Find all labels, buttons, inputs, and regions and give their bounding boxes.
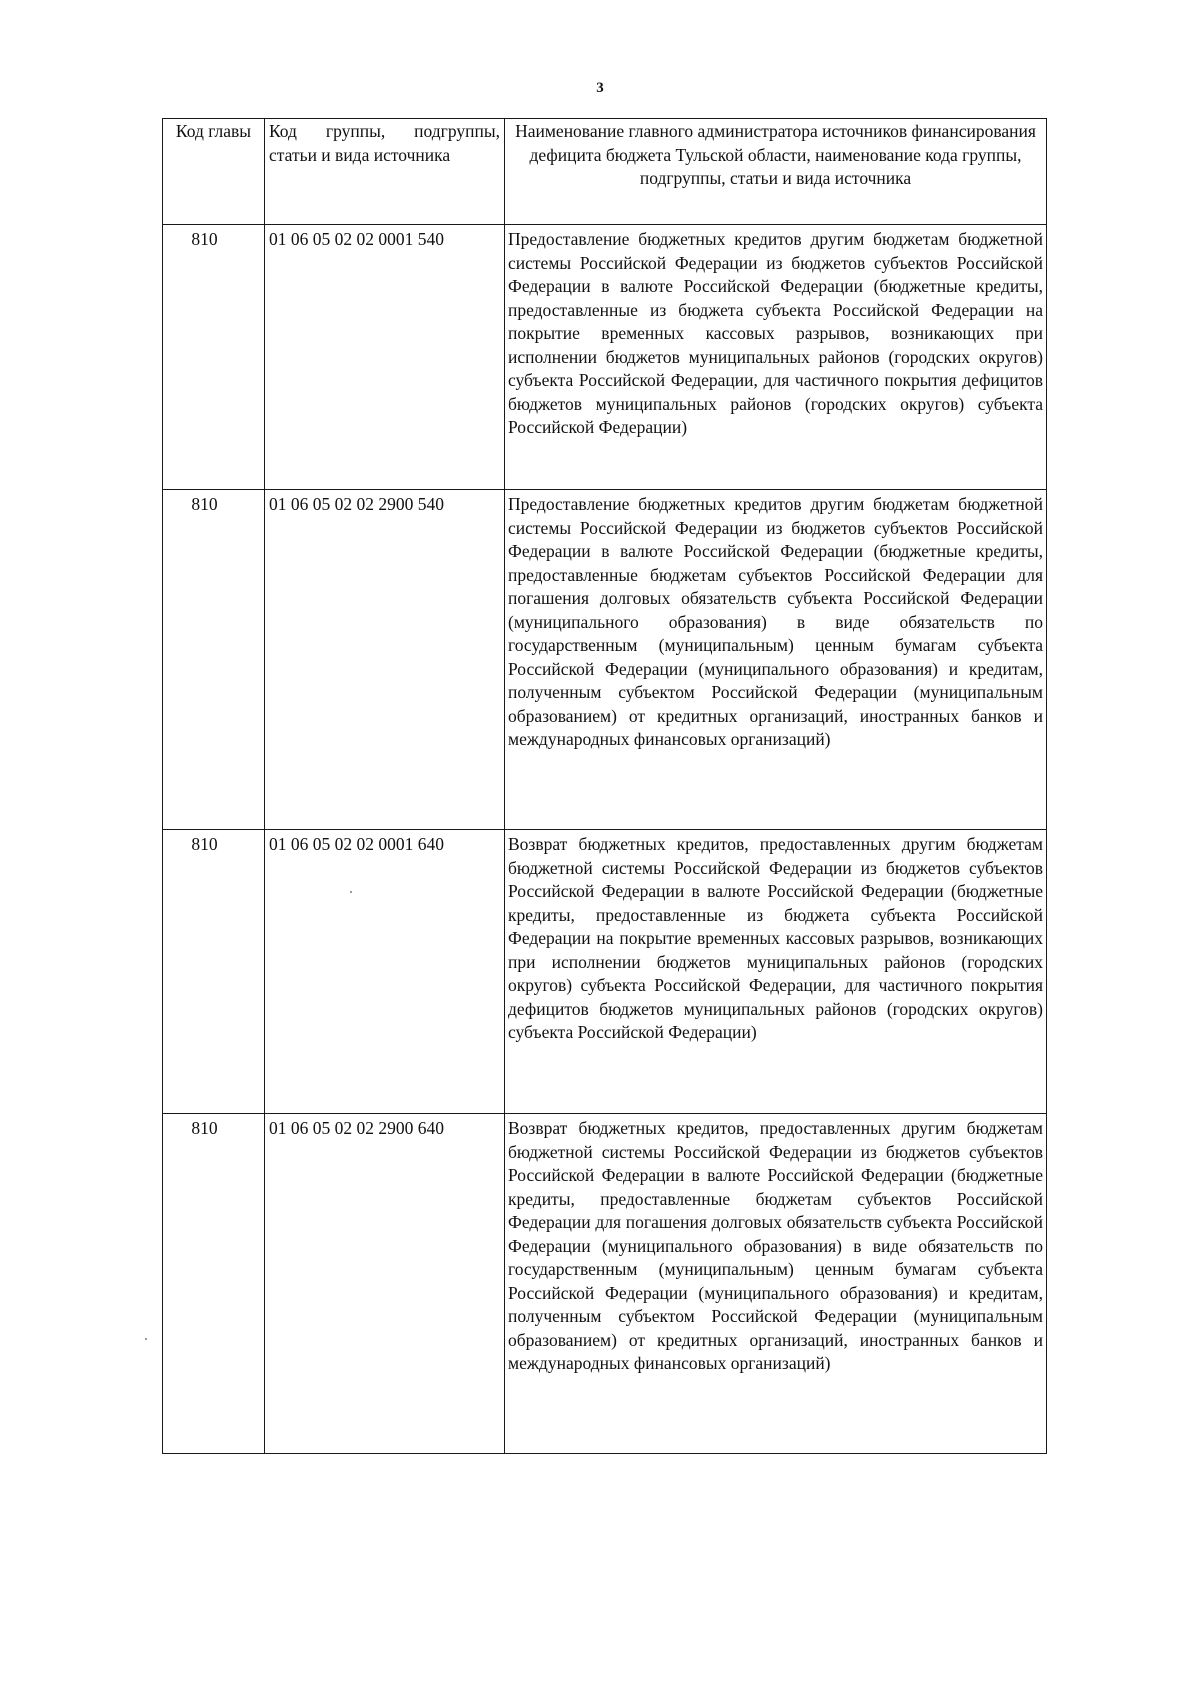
- page-number: 3: [596, 80, 604, 96]
- scan-speck: [350, 891, 352, 893]
- source-name-cell: Предоставление бюджетных кредитов другим бюджетам бюджетной системы Российской Федерации из бюджетов субъектов Российской Федерации в валюте Российской Федерации (бюджетные кредиты, предоставленные бюджетам субъектов Российской Федерации для погашения долговых обязательств субъекта Российской Федерации (муниципального образования) в виде обязательств по государственным (муниципальным) ценным бумагам субъекта Российской Федерации (муниципального образования) и кредитам, полученным субъектом Российской Федерации (муниципальным образованием) от кредитных организаций, иностранных банков и международных финансовых организаций): [505, 490, 1047, 830]
- source-name-cell: Возврат бюджетных кредитов, предоставленных другим бюджетам бюджетной системы Российской Федерации из бюджетов субъектов Российской Федерации в валюте Российской Федерации (бюджетные кредиты, предоставленные из бюджета субъекта Российской Федерации на покрытие временных кассовых разрывов, возникающих при исполнении бюджетов муниципальных районов (городских округов) субъекта Российской Федерации, для частичного покрытия дефицитов бюджетов муниципальных районов (городских округов) субъекта Российской Федерации): [505, 830, 1047, 1114]
- chapter-code-cell: 810: [163, 490, 265, 830]
- header-source-code-word: подгруппы,: [414, 121, 500, 141]
- header-chapter-code: Код главы: [163, 119, 265, 225]
- source-code-cell: 01 06 05 02 02 2900 540: [265, 490, 505, 830]
- source-code-cell: 01 06 05 02 02 2900 640: [265, 1114, 505, 1454]
- table-row: [163, 830, 1047, 1114]
- header-source-code-word: группы,: [325, 121, 386, 141]
- sources-table: [162, 118, 1047, 1454]
- header-source-code-line2: статьи и вида источника: [269, 144, 451, 165]
- source-name-cell: Предоставление бюджетных кредитов другим бюджетам бюджетной системы Российской Федерации из бюджетов субъектов Российской Федерации в валюте Российской Федерации (бюджетные кредиты, предоставленные из бюджета субъекта Российской Федерации на покрытие временных кассовых разрывов, возникающих при исполнении бюджетов муниципальных районов (городских округов) субъекта Российской Федерации, для частичного покрытия дефицитов бюджетов муниципальных районов (городских округов) субъекта Российской Федерации): [505, 225, 1047, 490]
- source-name-cell: Возврат бюджетных кредитов, предоставленных другим бюджетам бюджетной системы Российской Федерации из бюджетов субъектов Российской Федерации в валюте Российской Федерации (бюджетные кредиты, предоставленные бюджетам субъектов Российской Федерации для погашения долговых обязательств субъекта Российской Федерации (муниципального образования) в виде обязательств по государственным (муниципальным) ценным бумагам субъекта Российской Федерации (муниципального образования) и кредитам, полученным субъектом Российской Федерации (муниципальным образованием) от кредитных организаций, иностранных банков и международных финансовых организаций): [505, 1114, 1047, 1454]
- table-row: [163, 490, 1047, 830]
- header-source-code-word: Код: [269, 121, 297, 141]
- chapter-code-cell: 810: [163, 830, 265, 1114]
- table-header-row: [163, 119, 1047, 225]
- source-code-cell: 01 06 05 02 02 0001 540: [265, 225, 505, 490]
- scan-speck: [145, 1338, 147, 1340]
- source-code-cell: 01 06 05 02 02 0001 640: [265, 830, 505, 1114]
- chapter-code-cell: 810: [163, 1114, 265, 1454]
- chapter-code-cell: 810: [163, 225, 265, 490]
- table-row: [163, 225, 1047, 490]
- table-row: [163, 1114, 1047, 1454]
- header-source-code-line1: [269, 120, 500, 144]
- header-name: Наименование главного администратора источников финансирования дефицита бюджета Тульской области, наименование кода группы, подгруппы, статьи и вида источника: [505, 119, 1047, 225]
- header-source-code: [265, 119, 505, 225]
